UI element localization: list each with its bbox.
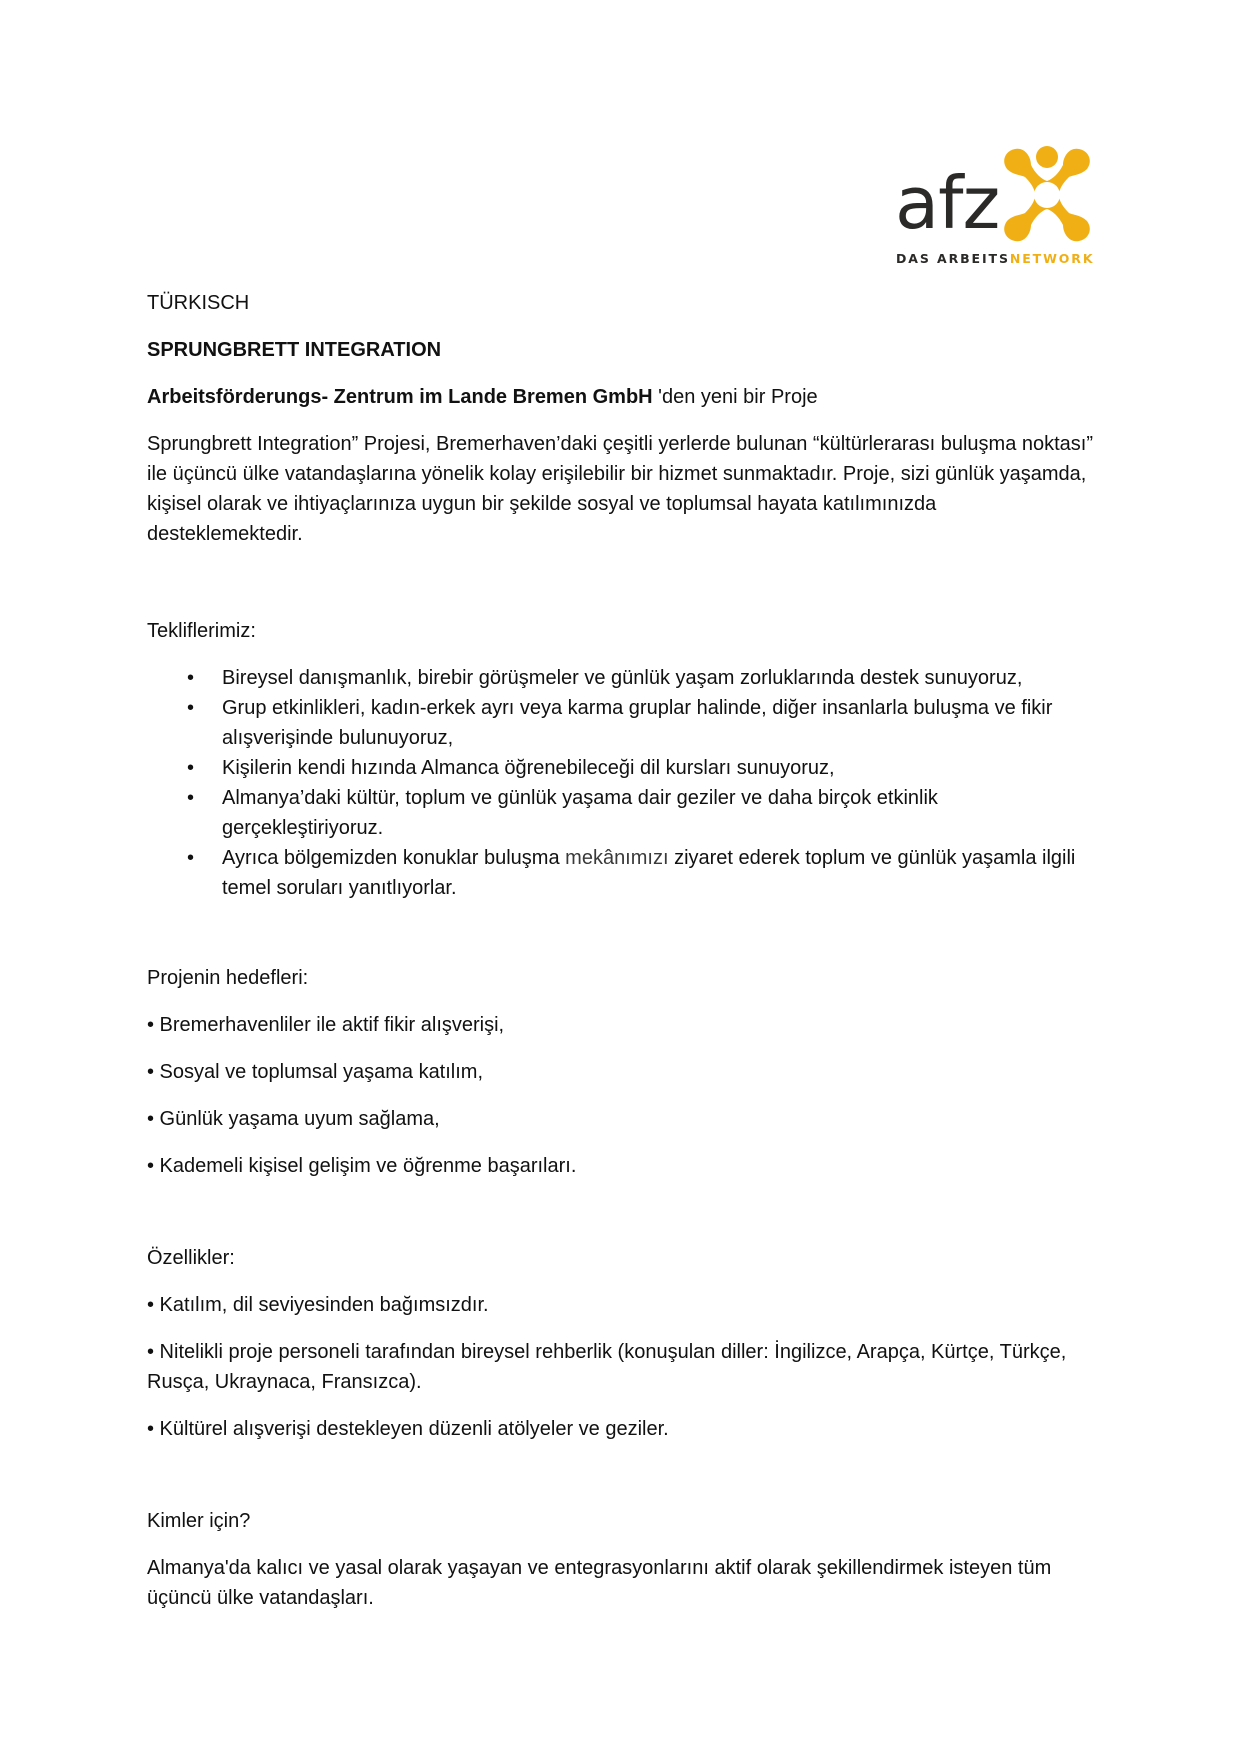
- organization-name: Arbeitsförderungs- Zentrum im Lande Bremen GmbH: [147, 386, 653, 408]
- offers-heading: Tekliflerimiz:: [147, 620, 256, 642]
- bullet-icon: •: [187, 697, 195, 719]
- audience-heading: Kimler için?: [147, 1510, 251, 1532]
- logo-wordmark: afz: [895, 161, 1000, 245]
- list-item: • Bireysel danışmanlık, birebir görüşmeler ve günlük yaşam zorluklarında destek sunuyoruz,: [147, 663, 1097, 693]
- offers-list: [147, 663, 1097, 903]
- bullet-icon: •: [187, 667, 195, 689]
- list-item: • Almanya’daki kültür, toplum ve günlük yaşama dair geziler ve daha birçok etkinlik gerçekleştiriyoruz.: [147, 783, 1097, 843]
- features-heading: Özellikler:: [147, 1247, 235, 1269]
- intro-paragraph: Sprungbrett Integration” Projesi, Bremerhaven’daki çeşitli yerlerde bulunan “kültürlerarası buluşma noktası” ile üçüncü ülke vatandaşlarına yönelik kolay erişilebilir bir hizmet sunmaktadır. Proje, sizi günlük yaşamda, kişisel olarak ve ihtiyaçlarınıza uygun bir şekilde sosyal ve toplumsal hayata katılımınızda desteklemektedir.: [147, 433, 1094, 545]
- document-title: SPRUNGBRETT INTEGRATION: [147, 339, 442, 361]
- audience-text: Almanya'da kalıcı ve yasal olarak yaşayan ve entegrasyonlarını aktif olarak şekillendirmek isteyen tüm üçüncü ülke vatandaşları.: [147, 1557, 1052, 1609]
- logo-tagline-part1: DAS ARBEITS: [896, 251, 1010, 266]
- list-item: • Ayrıca bölgemizden konuklar buluşma mekânımızı ziyaret ederek toplum ve günlük yaşamla ilgili temel soruları yanıtlıyorlar.: [147, 843, 1097, 903]
- logo-tagline: [896, 251, 1094, 266]
- logo-tagline-part2: NETWORK: [1009, 251, 1095, 266]
- afz-logo: [895, 145, 1095, 270]
- list-item: • Kültürel alışverişi destekleyen düzenli atölyeler ve geziler.: [147, 1418, 669, 1440]
- list-item: • Bremerhavenliler ile aktif fikir alışverişi,: [147, 1014, 505, 1036]
- list-item: • Nitelikli proje personeli tarafından bireysel rehberlik (konuşulan diller: İngilizce, Arapça, Kürtçe, Türkçe, Rusça, Ukraynaca, Fransızca).: [147, 1341, 1067, 1393]
- afz-cross-icon: [1001, 145, 1093, 245]
- list-item: • Kademeli kişisel gelişim ve öğrenme başarıları.: [147, 1155, 577, 1177]
- list-item: • Kişilerin kendi hızında Almanca öğrenebileceği dil kursları sunuyoruz,: [147, 753, 1097, 783]
- language-label: TÜRKISCH: [147, 292, 250, 314]
- subtitle-rest: 'den yeni bir Proje: [652, 386, 818, 408]
- list-item: • Sosyal ve toplumsal yaşama katılım,: [147, 1061, 484, 1083]
- goals-heading: Projenin hedefleri:: [147, 967, 309, 989]
- document-subtitle: [147, 382, 1097, 412]
- bullet-icon: •: [187, 847, 195, 869]
- list-item: • Günlük yaşama uyum sağlama,: [147, 1108, 440, 1130]
- list-item: • Grup etkinlikleri, kadın-erkek ayrı veya karma gruplar halinde, diğer insanlarla buluşma ve fikir alışverişinde bulunuyoruz,: [147, 693, 1097, 753]
- bullet-icon: •: [187, 787, 195, 809]
- list-item: • Katılım, dil seviyesinden bağımsızdır.: [147, 1294, 489, 1316]
- bullet-icon: •: [187, 757, 195, 779]
